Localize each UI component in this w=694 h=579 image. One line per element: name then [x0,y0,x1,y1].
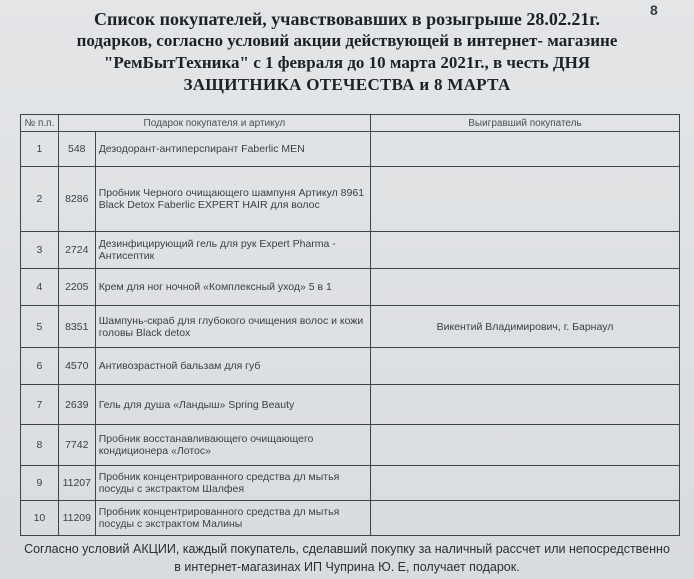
corner-mark: 8 [650,2,658,18]
table-row [21,269,680,306]
row-gift: Шампунь-скраб для глубокого очищения волос и кожи головы Black detox [95,306,370,348]
row-gift: Гель для душа «Ландыш» Spring Beauty [95,385,370,425]
table-row [21,425,680,466]
row-code: 11207 [58,466,95,501]
row-code: 7742 [58,425,95,466]
row-winner [370,269,679,306]
gifts-table [20,114,680,536]
row-code: 548 [58,132,95,167]
row-winner [370,348,679,385]
row-winner [370,466,679,501]
row-num: 5 [21,306,59,348]
row-winner [370,167,679,232]
row-gift: Дезодорант-антиперспирант Faberlic MEN [95,132,370,167]
document-title [0,8,694,96]
row-num: 4 [21,269,59,306]
row-winner [370,425,679,466]
title-line-1: Список покупателей, учавствовавших в розыгрыше 28.02.21г. [94,9,600,29]
title-line-2: подарков, согласно условий акции действующей в интернет- магазине [76,31,618,50]
title-line-4: ЗАЩИТНИКА ОТЕЧЕСТВА и 8 МАРТА [183,75,511,94]
row-winner [370,385,679,425]
footer-line-2: в интернет-магазинах ИП Чуприна Ю. Е, получает подарок. [174,560,520,574]
table-row [21,306,680,348]
table-row [21,167,680,232]
row-code: 8286 [58,167,95,232]
header-winner: Выигравший покупатель [370,115,679,132]
table-row [21,348,680,385]
row-num: 1 [21,132,59,167]
row-winner [370,501,679,536]
row-num: 3 [21,232,59,269]
row-winner: Викентий Владимирович, г. Барнаул [370,306,679,348]
row-code: 8351 [58,306,95,348]
row-num: 6 [21,348,59,385]
row-num: 8 [21,425,59,466]
row-winner [370,232,679,269]
table-row [21,132,680,167]
row-gift: Пробник концентрированного средства дл мытья посуды с экстрактом Шалфея [95,466,370,501]
row-code: 2205 [58,269,95,306]
row-gift: Крем для ног ночной «Комплексный уход» 5 в 1 [95,269,370,306]
table-header-row [21,115,680,132]
header-gift: Подарок покупателя и артикул [58,115,370,132]
footer-note [0,540,694,576]
row-code: 2639 [58,385,95,425]
table-row [21,466,680,501]
table-row [21,232,680,269]
row-code: 4570 [58,348,95,385]
row-code: 11209 [58,501,95,536]
row-num: 7 [21,385,59,425]
table-row [21,385,680,425]
row-code: 2724 [58,232,95,269]
row-gift: Пробник концентрированного средства дл мытья посуды с экстрактом Малины [95,501,370,536]
table-row [21,501,680,536]
row-gift: Дезинфицирующий гель для рук Expert Pharma - Антисептик [95,232,370,269]
row-winner [370,132,679,167]
title-line-3: "РемБытТехника" с 1 февраля до 10 марта 2021г., в честь ДНЯ [103,53,591,72]
header-num: № п.п. [21,115,59,132]
row-num: 10 [21,501,59,536]
row-gift: Антивозрастной бальзам для губ [95,348,370,385]
row-num: 2 [21,167,59,232]
row-num: 9 [21,466,59,501]
row-gift: Пробник Черного очищающего шампуня Артикул 8961 Black Detox Faberlic EXPERT HAIR для волос [95,167,370,232]
footer-line-1: Согласно условий АКЦИИ, каждый покупатель, сделавший покупку за наличный рассчет или непосредственно [24,542,670,556]
row-gift: Пробник восстанавливающего очищающего кондиционера «Лотос» [95,425,370,466]
